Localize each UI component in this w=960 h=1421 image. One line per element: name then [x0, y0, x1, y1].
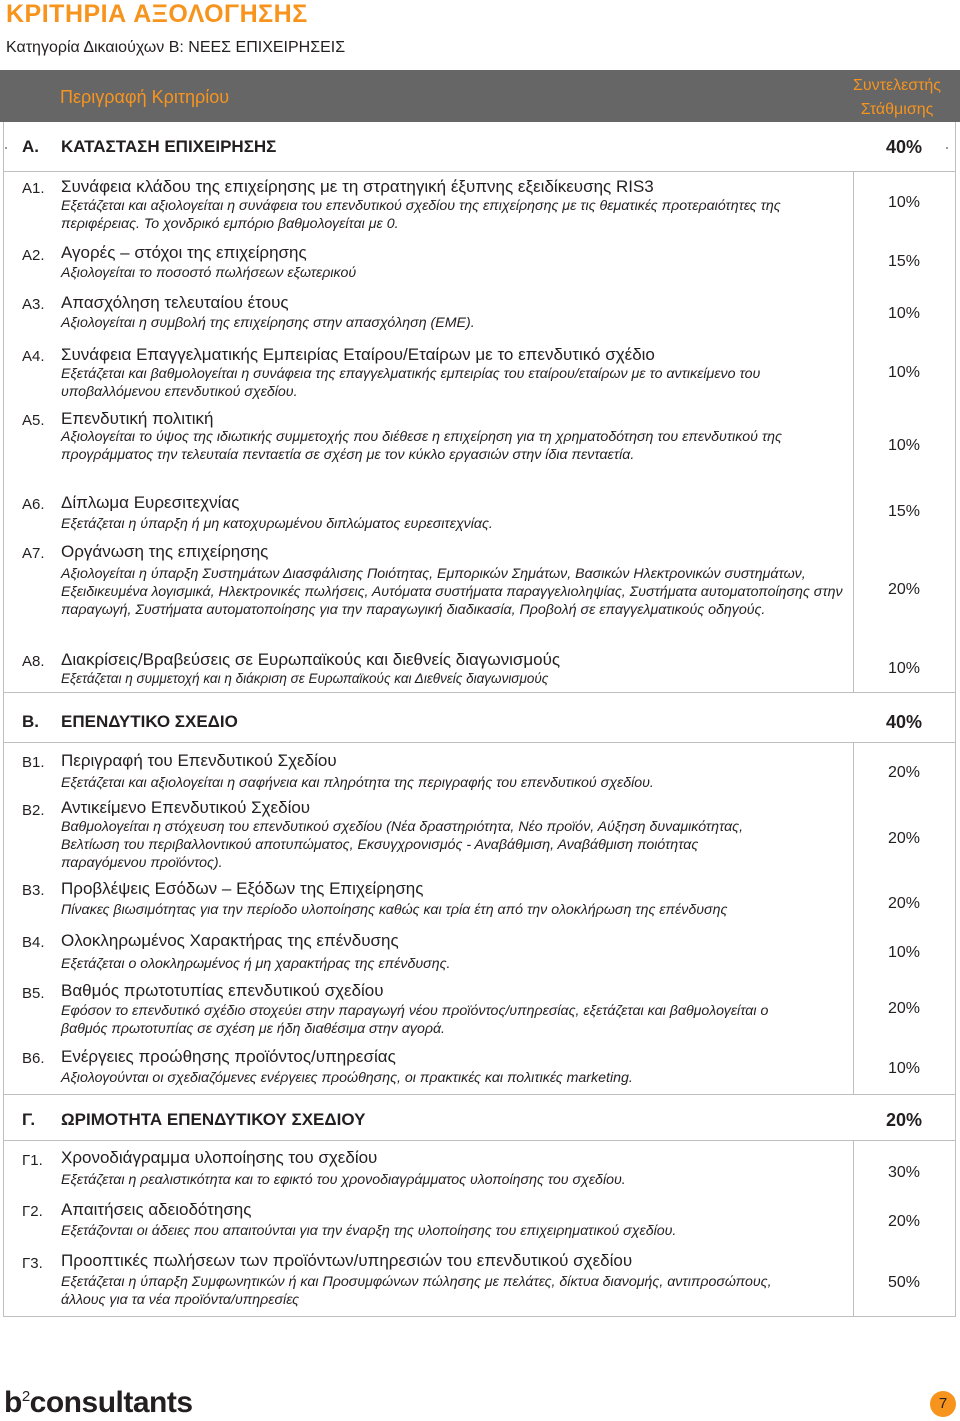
criterion-weight: 20%: [887, 764, 921, 781]
company-logo: [4, 1386, 193, 1420]
criterion-title: Επενδυτική πολιτική: [61, 409, 214, 428]
criterion-code: Α8.: [22, 653, 45, 670]
section-code: Α.: [22, 137, 39, 156]
criterion-weight: 10%: [887, 194, 921, 211]
criterion-description: Εξετάζεται και αξιολογείται η σαφήνεια και πληρότητα της περιγραφής του επενδυτικού σχεδίου.: [61, 775, 654, 791]
criterion-description: Εξετάζεται ο ολοκληρωμένος ή μη χαρακτήρας της επένδυσης.: [61, 956, 451, 972]
criterion-weight: 20%: [887, 830, 921, 847]
criterion-weight: 10%: [887, 437, 921, 454]
criterion-code: Α2.: [22, 247, 45, 264]
criterion-description: Βαθμολογείται η στόχευση του επενδυτικού σχεδίου (Νέα δραστηριότητα, Νέο προϊόν, Αύξηση δυναμικότητας, Βελτίωση του περιβαλλοντικού αποτυπώματος, Εκσυγχρονισμός - Αναβάθμιση, Αναβάθμιση ποιότητας παραγόμενου προϊόντος).: [61, 819, 744, 871]
criterion-weight: 50%: [887, 1274, 921, 1291]
criterion-title: Οργάνωση της επιχείρησης: [61, 542, 269, 561]
header-weight-label: [842, 74, 952, 122]
criterion-description: Εξετάζεται η ρεαλιστικότητα και το εφικτό του χρονοδιαγράμματος υλοποίησης του σχεδίου.: [61, 1172, 626, 1188]
criterion-description: Αξιολογείται η συμβολή της επιχείρησης στην απασχόληση (ΕΜΕ).: [61, 315, 475, 331]
criterion-title: Αγορές – στόχοι της επιχείρησης: [61, 243, 307, 262]
section-code: Β.: [22, 712, 39, 731]
criterion-title: Προοπτικές πωλήσεων των προϊόντων/υπηρεσιών του επενδυτικού σχεδίου: [61, 1251, 633, 1270]
criterion-weight: 15%: [887, 503, 921, 520]
criterion-weight: 20%: [887, 895, 921, 912]
criterion-weight: 10%: [887, 364, 921, 381]
section-title: ΩΡΙΜΟΤΗΤΑ ΕΠΕΝΔΥΤΙΚΟΥ ΣΧΕΔΙΟΥ: [61, 1110, 366, 1129]
criterion-description: Εξετάζεται η ύπαρξη ή μη κατοχυρωμένου διπλώματος ευρεσιτεχνίας.: [61, 516, 493, 532]
criterion-description: Αξιολογείται το ποσοστό πωλήσεων εξωτερικού: [61, 265, 357, 281]
section-weight: 20%: [885, 1110, 923, 1130]
criterion-description: Αξιολογούνται οι σχεδιαζόμενες ενέργειες προώθησης, οι πρακτικές και πολιτικές marketing.: [61, 1070, 633, 1086]
rule: [3, 1140, 956, 1141]
criterion-title: Δίπλωμα Ευρεσιτεχνίας: [61, 493, 240, 512]
header-description-label: Περιγραφή Κριτηρίου: [60, 87, 230, 107]
criterion-code: Β6.: [22, 1050, 45, 1067]
divider: [853, 171, 854, 692]
criterion-title: Ενέργειες προώθησης προϊόντος/υπηρεσίας: [61, 1047, 396, 1066]
criterion-weight: 20%: [887, 581, 921, 598]
criterion-description: Πίνακες βιωσιμότητας για την περίοδο υλοποίησης καθώς και τρία έτη από την ολοκλήρωση της επένδυσης: [61, 902, 728, 918]
criterion-title: Διακρίσεις/Βραβεύσεις σε Ευρωπαϊκούς και διεθνείς διαγωνισμούς: [61, 650, 561, 669]
criterion-code: Α6.: [22, 496, 45, 513]
criterion-title: Αντικείμενο Επενδυτικού Σχεδίου: [61, 798, 311, 817]
logo-b: b: [4, 1386, 22, 1419]
section-title: ΚΑΤΑΣΤΑΣΗ ΕΠΙΧΕΙΡΗΣΗΣ: [61, 137, 277, 156]
criterion-code: Α7.: [22, 545, 45, 562]
criterion-description: Εξετάζεται η ύπαρξη Συμφωνητικών ή και Προσυμφώνων πώλησης με πελάτες, δίκτυα διανομής, αντιπροσώπους, άλλους για τα νέα προϊόντα/υπηρεσίες: [61, 1274, 772, 1308]
header-weight-line-1: Συντελεστής: [852, 77, 942, 94]
rule: [3, 1094, 956, 1095]
section-weight: 40%: [885, 137, 923, 157]
criterion-code: Γ3.: [22, 1255, 43, 1272]
rule: [3, 692, 956, 693]
criterion-weight: 15%: [887, 253, 921, 270]
criterion-description: Εξετάζονται οι άδειες που απαιτούνται για την έναρξη της υλοποίησης του επιχειρηματικού σχεδίου.: [61, 1223, 677, 1239]
criterion-title: Συνάφεια Επαγγελματικής Εμπειρίας Εταίρου/Εταίρων με το επενδυτικό σχέδιο: [61, 345, 655, 364]
criterion-description: Εφόσον το επενδυτικό σχέδιο στοχεύει στην παραγωγή νέου προϊόντος/υπηρεσίας, εξετάζεται και βαθμολογείται ο βαθμός πρωτοτυπίας σε σχέση με ήδη διαθέσιμα στην αγορά.: [61, 1003, 769, 1037]
criterion-code: Β5.: [22, 985, 45, 1002]
criterion-weight: 10%: [887, 1060, 921, 1077]
criterion-description: Εξετάζεται η συμμετοχή και η διάκριση σε Ευρωπαϊκούς και Διεθνείς διαγωνισμούς: [61, 671, 549, 686]
criterion-description: Αξιολογείται η ύπαρξη Συστημάτων Διασφάλισης Ποιότητας, Εμπορικών Σημάτων, Βασικών Ηλεκτρονικών συστημάτων, Εξειδικευμένα λογισμικά, Ηλεκτρονικές πωλήσεις, Αυτόματα συστήματα παραγγελιοληψίας, Συστήματα αυτοματοποίησης στην παραγωγή, Συστήματα αυτοματοποίησης για την παραγωγική διαδικασία, Προβολή σε επαγγελματικούς οδηγούς.: [61, 566, 843, 618]
criterion-description: Εξετάζεται και βαθμολογείται η συνάφεια της επαγγελματικής εμπειρίας του εταίρου/εταίρων με το αντικείμενο του υποβαλλόμενου επενδυτικού σχεδίου.: [61, 366, 761, 400]
divider: [853, 742, 854, 1094]
criterion-title: Χρονοδιάγραμμα υλοποίησης του σχεδίου: [61, 1148, 378, 1167]
criterion-weight: 10%: [887, 660, 921, 677]
row-marker: [5, 147, 7, 149]
page-number: 7: [930, 1391, 956, 1417]
rule: [3, 742, 956, 743]
criterion-title: Βαθμός πρωτοτυπίας επενδυτικού σχεδίου: [61, 981, 384, 1000]
section-weight: 40%: [885, 712, 923, 732]
criterion-code: Α5.: [22, 412, 45, 429]
criterion-title: Ολοκληρωμένος Χαρακτήρας της επένδυσης: [61, 931, 399, 950]
criterion-weight: 20%: [887, 1213, 921, 1230]
page-title: ΚΡΙΤΗΡΙΑ ΑΞΟΛΟΓΗΣΗΣ: [6, 0, 308, 28]
criterion-code: Γ1.: [22, 1152, 43, 1169]
section-code: Γ.: [22, 1110, 36, 1129]
criterion-code: Α3.: [22, 296, 45, 313]
header-weight-line-2: Στάθμισης: [860, 101, 934, 118]
criterion-description: Αξιολογείται το ύψος της ιδιωτικής συμμετοχής που διέθεσε η επιχείρηση για τη χρηματοδότηση του επενδυτικού της προγράμματος την τελευταία πενταετία σε σχέση με τον κύκλο εργασιών στην ίδια πενταετία.: [61, 429, 782, 463]
criterion-title: Περιγραφή του Επενδυτικού Σχεδίου: [61, 751, 337, 770]
criterion-code: Β2.: [22, 802, 45, 819]
criterion-code: Α1.: [22, 180, 45, 197]
section-title: ΕΠΕΝΔΥΤΙΚΟ ΣΧΕΔΙΟ: [61, 712, 238, 731]
table-header: [0, 70, 960, 122]
criterion-weight: 10%: [887, 944, 921, 961]
criterion-code: Β3.: [22, 882, 45, 899]
logo-text: consultants: [29, 1386, 193, 1419]
page-subtitle: Κατηγορία Δικαιούχων Β: ΝΕΕΣ ΕΠΙΧΕΙΡΗΣΕΙΣ: [6, 39, 346, 56]
criterion-description: Εξετάζεται και αξιολογείται η συνάφεια του επενδυτικού σχεδίου της επιχείρησης με τις θεματικές προτεραιότητες της περιφέρειας. Το χονδρικό εμπόριο βαθμολογείται με 0.: [61, 198, 781, 232]
criterion-code: Β4.: [22, 934, 45, 951]
criterion-weight: 10%: [887, 305, 921, 322]
criterion-code: Β1.: [22, 754, 45, 771]
logo-sup: 2: [21, 1388, 30, 1405]
criterion-weight: 30%: [887, 1164, 921, 1181]
criterion-title: Προβλέψεις Εσόδων – Εξόδων της Επιχείρησης: [61, 879, 424, 898]
criterion-title: Συνάφεια κλάδου της επιχείρησης με τη στρατηγική έξυπνης εξειδίκευσης RIS3: [61, 177, 654, 196]
criterion-title: Απασχόληση τελευταίου έτους: [61, 293, 289, 312]
rule: [3, 171, 956, 172]
criterion-title: Απαιτήσεις αδειοδότησης: [61, 1200, 252, 1219]
criterion-code: Α4.: [22, 348, 45, 365]
criterion-weight: 20%: [887, 1000, 921, 1017]
criterion-code: Γ2.: [22, 1203, 43, 1220]
